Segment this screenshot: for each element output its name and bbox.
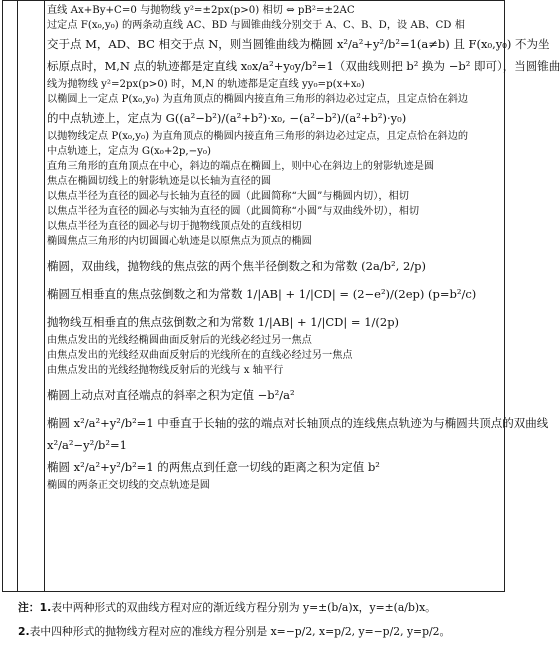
text-line: 焦点在椭圆切线上的射影轨迹是以长轴为直径的圆	[47, 176, 272, 187]
formula-table	[2, 0, 560, 592]
footnote-label: 注：1.	[18, 601, 52, 614]
footnote-1	[18, 596, 506, 620]
text-line: 椭圆，双曲线，抛物线的焦点弦的两个焦半径倒数之和为常数 (2a/b², 2/p)	[47, 259, 427, 273]
text-line: 以焦点半径为直径的圆必与切于抛物线顶点处的直线相切	[47, 221, 302, 232]
text-line: 由焦点发出的光线经双曲面反射后的光线所在的直线必经过另一焦点	[47, 350, 353, 361]
footnotes	[18, 596, 506, 644]
text-line: 由焦点发出的光线经椭圆曲面反射后的光线必经过另一焦点	[47, 335, 312, 346]
text-line: x²/a²−y²/b²=1	[47, 438, 127, 452]
text-line: 椭圆互相垂直的焦点弦倒数之和为常数 1/|AB| + 1/|CD| = (2−e²)/(2ep) (p=b²/c)	[47, 287, 477, 301]
footnote-label: 2.	[18, 625, 30, 638]
text-line: 过定点 F(x₀,y₀) 的两条动直线 AC、BD 与圆锥曲线分别交于 A、C、B、D，设 AB、CD 相	[47, 20, 465, 31]
footnote-text: 表中两种形式的双曲线方程对应的渐近线方程分别为 y=±(b/a)x，y=±(a/b)x。	[51, 601, 436, 614]
text-line: 标原点时，M,N 点的轨迹都是定直线 x₀x/a²+y₀y/b²=1（双曲线则把 b² 换为 −b² 即可），当圆锥曲	[47, 59, 560, 73]
table-column-2	[17, 1, 45, 591]
text-line: 椭圆上动点对直径端点的斜率之积为定值 −b²/a²	[47, 388, 295, 402]
text-line: 由焦点发出的光线经抛物线反射后的光线与 x 轴平行	[47, 365, 284, 376]
text-line: 以焦点半径为直径的圆必与长轴为直径的圆（此圆简称“大圆”与椭圆内切），相切	[47, 191, 409, 202]
text-line: 的中点轨迹上，定点为 G((a²−b²)/(a²+b²)·x₀, −(a²−b²)/(a²+b²)·y₀)	[47, 111, 407, 125]
text-line: 交于点 M，AD、BC 相交于点 N，则当圆锥曲线为椭圆 x²/a²+y²/b²=1(a≠b) 且 F(x₀,y₀) 不为坐	[47, 37, 550, 51]
text-line: 直角三角形的直角顶点在中心，斜边的端点在椭圆上，则中心在斜边上的射影轨迹是圆	[47, 161, 435, 172]
text-line: 以焦点半径为直径的圆必与实轴为直径的圆（此圆简称“小圆”与双曲线外切），相切	[47, 206, 420, 217]
footnote-2	[18, 620, 506, 644]
text-line: 线为抛物线 y²=2px(p>0) 时，M,N 的轨迹都是定直线 yy₀=p(x+x₀)	[47, 79, 365, 90]
text-line: 椭圆 x²/a²+y²/b²=1 的两焦点到任意一切线的距离之积为定值 b²	[47, 460, 380, 474]
table-column-1	[3, 1, 18, 591]
text-line: 椭圆焦点三角形的内切圆圆心轨迹是以原焦点为顶点的椭圆	[47, 236, 312, 247]
text-line: 中点轨迹上，定点为 G(x₀+2p,−y₀)	[47, 146, 211, 157]
footnote-text: 表中四种形式的抛物线方程对应的准线方程分别是 x=−p/2, x=p/2, y=−p/2, y=p/2。	[29, 625, 451, 638]
table-content-cell	[47, 3, 560, 493]
text-line: 椭圆 x²/a²+y²/b²=1 中垂直于长轴的弦的端点对长轴顶点的连线焦点轨迹为与椭圆共顶点的双曲线	[47, 416, 549, 430]
text-line: 抛物线互相垂直的焦点弦倒数之和为常数 1/|AB| + 1/|CD| = 1/(2p)	[47, 315, 400, 329]
text-line: 椭圆的两条正交切线的交点轨迹是圆	[47, 480, 210, 491]
text-line: 以抛物线定点 P(x₀,y₀) 为直角顶点的椭圆内接直角三角形的斜边必过定点，且定点恰在斜边的	[47, 131, 469, 142]
text-line: 直线 Ax+By+C=0 与抛物线 y²=±2px(p>0) 相切 ⇔ pB²=±2AC	[47, 5, 355, 16]
text-line: 以椭圆上一定点 P(x₀,y₀) 为直角顶点的椭圆内接直角三角形的斜边必过定点，且定点恰在斜边	[47, 94, 469, 105]
